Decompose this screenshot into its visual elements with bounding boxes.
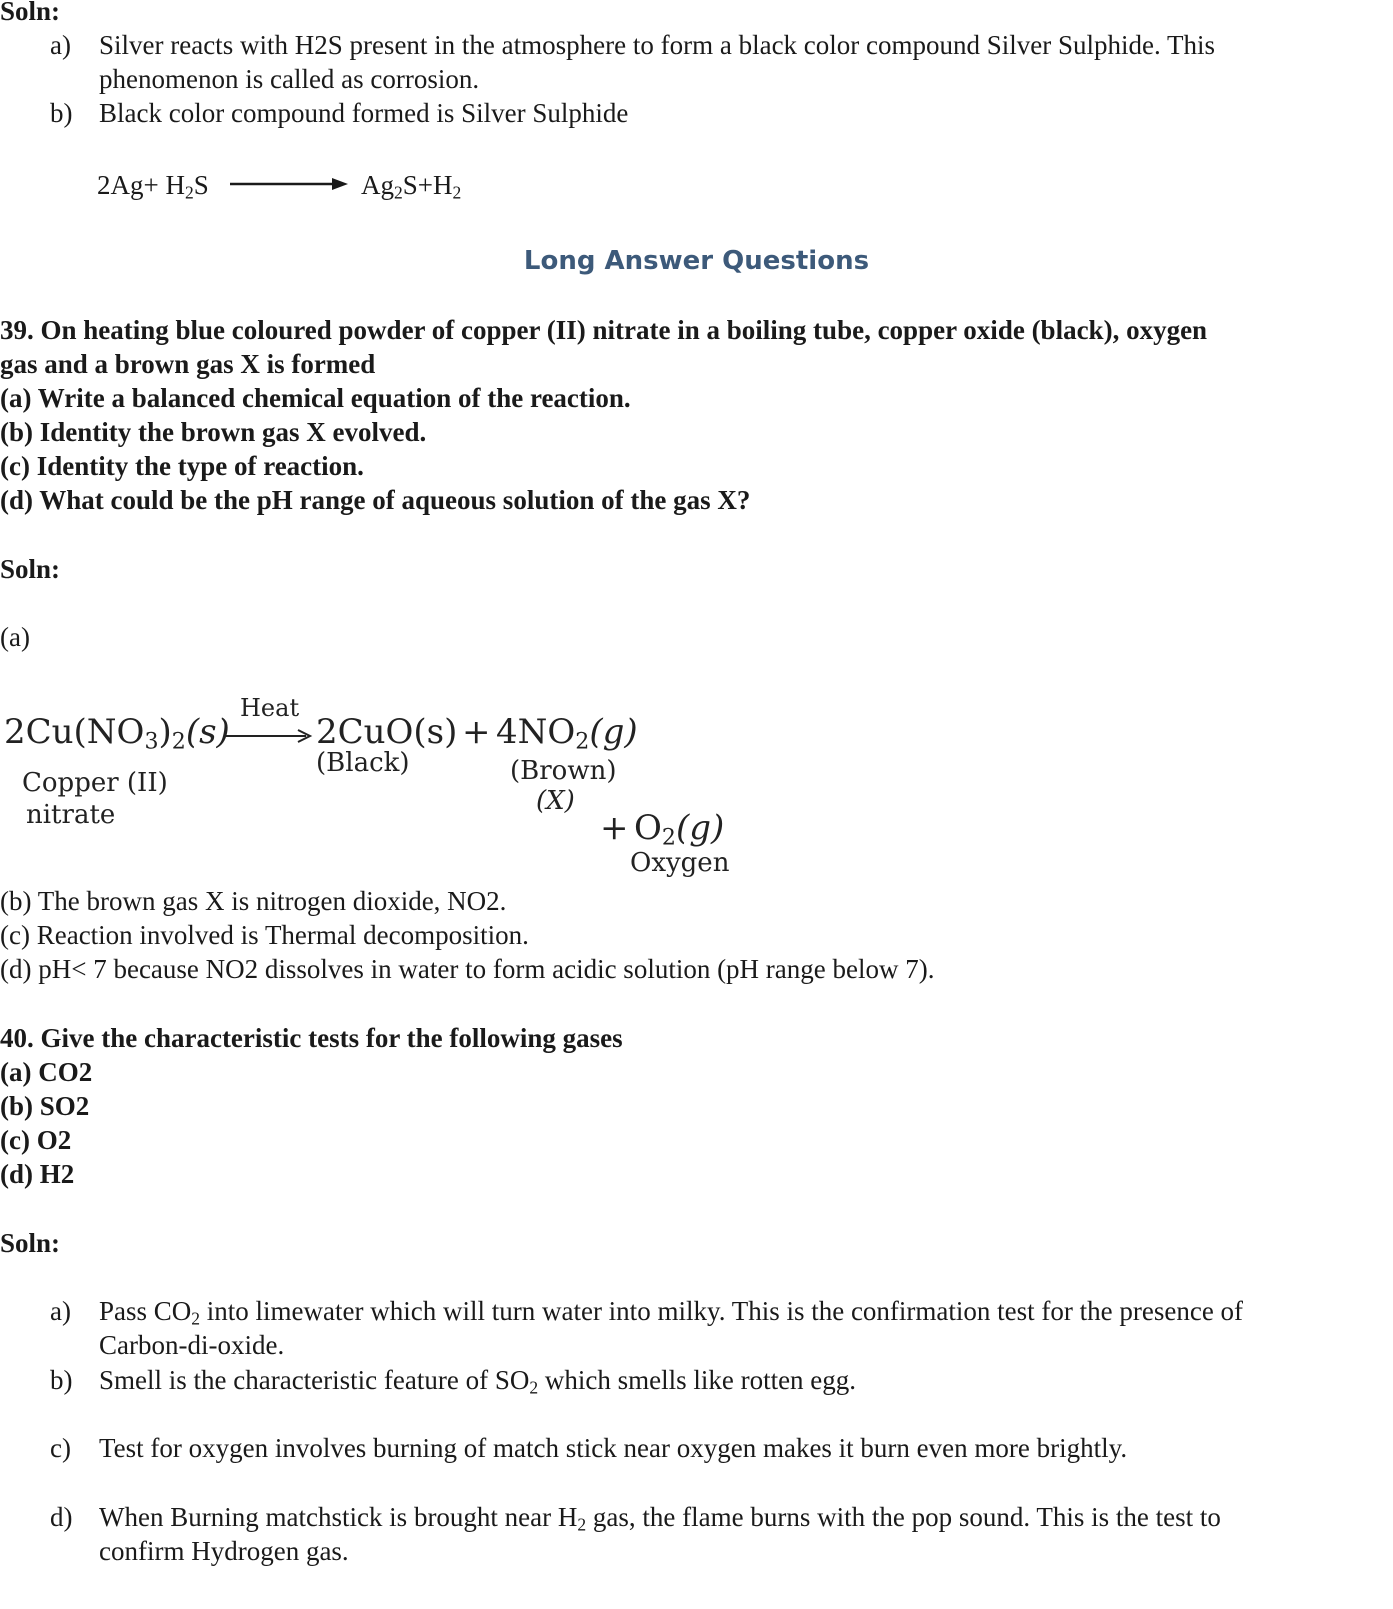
q40-answer-b-line1: Smell is the characteristic feature of $SO_2$ which smells like rotten egg. xyxy=(99,1365,857,1398)
reactant-copper-nitrate: $2Cu(NO_3)_2(s)$ xyxy=(4,712,230,755)
q40-part-c: (c) O2 xyxy=(0,1125,72,1155)
q39-part-b: (b) Identity the brown gas X evolved. xyxy=(0,417,427,447)
q40-answer-d-line1: When Burning matchstick is brought near $H_2$ gas, the flame burns with the pop sound. This is the test to xyxy=(99,1502,1221,1535)
nitrate-label: nitrate xyxy=(26,800,116,830)
heat-arrow xyxy=(224,726,314,746)
q40-answer-a-line2: Carbon-di-oxide. xyxy=(99,1330,285,1360)
q40-answer-d-line2: confirm Hydrogen gas. xyxy=(99,1536,349,1566)
q39-soln-part-a-label: (a) xyxy=(0,622,30,652)
q40-item-label-c: c) xyxy=(50,1433,71,1463)
section-heading: Long Answer Questions xyxy=(523,246,870,276)
soln-label-38: Soln: xyxy=(0,0,61,26)
product-copper-oxide: 2CuO(s) xyxy=(316,712,458,752)
q40-part-d: (d) H2 xyxy=(0,1159,75,1189)
product-nitrogen-dioxide: $4NO_2(g)$ xyxy=(496,712,638,755)
item-label-a: a) xyxy=(50,30,71,60)
q40-answer-a-line1: Pass $CO_2$ into limewater which will turn water into milky. This is the confirmation test for the presence of xyxy=(99,1296,1244,1329)
copper-ii-label: Copper (II) xyxy=(22,768,168,798)
q39-answer-d: (d) pH< 7 because NO2 dissolves in water to form acidic solution (pH range below 7). xyxy=(0,954,935,984)
q39-line2: gas and a brown gas X is formed xyxy=(0,349,376,379)
item-label-b: b) xyxy=(50,98,73,128)
x-label: (X) xyxy=(536,786,575,816)
q40-part-a: (a) CO2 xyxy=(0,1057,93,1087)
plus-sign-1: + xyxy=(462,712,491,752)
heat-condition: Heat xyxy=(240,694,300,722)
q39-answer-b: (b) The brown gas X is nitrogen dioxide, NO2. xyxy=(0,886,507,916)
answer-a-line2: phenomenon is called as corrosion. xyxy=(99,64,480,94)
q40-answer-c-line1: Test for oxygen involves burning of match stick near oxygen makes it burn even more brightly. xyxy=(99,1433,1128,1463)
product-oxygen: $O_2(g)$ xyxy=(634,808,725,851)
q39-part-c: (c) Identity the type of reaction. xyxy=(0,451,364,481)
brown-label: (Brown) xyxy=(510,756,617,786)
q39-part-a: (a) Write a balanced chemical equation of the reaction. xyxy=(0,383,631,413)
q40-part-b: (b) SO2 xyxy=(0,1091,90,1121)
silver-equation-rhs: $Ag_2S+H_2$ xyxy=(361,170,462,203)
answer-a-line1: Silver reacts with H2S present in the atmosphere to form a black color compound Silver Sulphide. This xyxy=(99,30,1216,60)
black-label: (Black) xyxy=(316,748,410,778)
q40-item-label-a: a) xyxy=(50,1296,71,1326)
q40-item-label-b: b) xyxy=(50,1365,73,1395)
q40-line1: 40. Give the characteristic tests for the following gases xyxy=(0,1023,623,1053)
soln-label-39: Soln: xyxy=(0,554,61,584)
silver-equation-lhs: $2Ag+ H_2S$ xyxy=(97,170,209,203)
answer-b-line1: Black color compound formed is Silver Sulphide xyxy=(99,98,629,128)
reaction-arrow xyxy=(228,174,352,194)
soln-label-40: Soln: xyxy=(0,1228,61,1258)
q39-answer-c: (c) Reaction involved is Thermal decomposition. xyxy=(0,920,529,950)
q40-item-label-d: d) xyxy=(50,1502,73,1532)
q39-line1: 39. On heating blue coloured powder of copper (II) nitrate in a boiling tube, copper oxide (black), oxygen xyxy=(0,315,1208,345)
q39-part-d: (d) What could be the pH range of aqueous solution of the gas X? xyxy=(0,485,751,515)
oxygen-label: Oxygen xyxy=(630,848,730,878)
plus-sign-2: + xyxy=(600,808,629,848)
